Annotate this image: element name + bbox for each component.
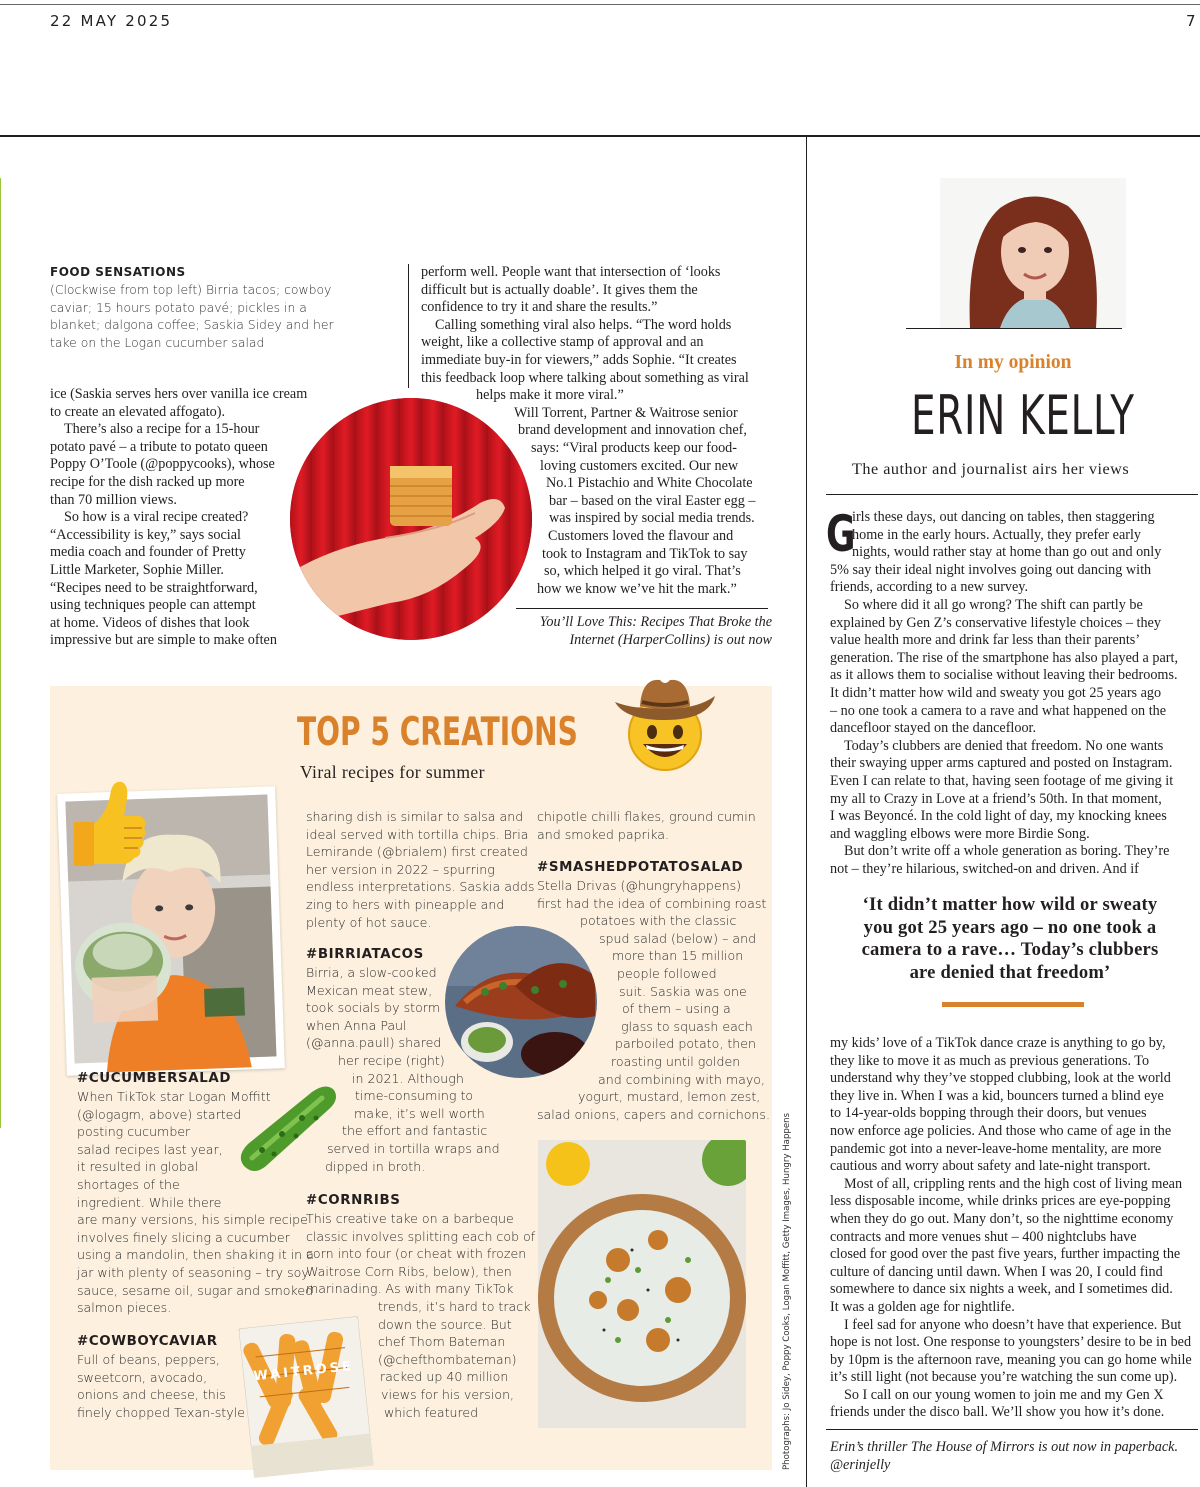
- drop-cap: G: [826, 505, 856, 563]
- corn-ribs-text: This creative take on a barbeque classic involves splitting each cob of corn into four (or cheat with frozen Waitrose Corn Ribs, below), then marinading. As with many TikTok trends, it’s hard to track down the source. But chef Thom Bateman (@chefthombateman) racked up 40 million views for his version, which featured: [306, 1211, 536, 1420]
- pull-quote: ‘It didn’t matter how wild or sweaty you got 25 years ago – no one took a camera to a rave… Today’s clubbers are denied that freedom’: [861, 894, 1159, 983]
- smashed-potato-salad-text: Stella Drivas (@hungryhappens) first had the idea of combining roast potatoes with the classic spud salad (below) – and more than 15 million people followed suit. Saskia was one of them – using a glass to squash each parboiled potato, then roasting until golden and combining with mayo, yogurt, mustard, lemon zest, salad onions, capers and cornichons.: [537, 878, 770, 1122]
- page-number: 7: [1186, 12, 1196, 30]
- smashed-potato-salad-photo: [538, 1140, 746, 1428]
- erin-kelly-photo: [940, 178, 1126, 328]
- photo-caption: [50, 264, 350, 351]
- opinion-body-2: my kids’ love of a TikTok dance craze is anything to go by, they like to move it as much as previous generations. To understand why they’ve stopped clubbing, look at the world they live in. When I was a kid, bouncers turned a blind eye to 14-year-olds bopping through their doors, but venues now enforce age policies. And those who came of age in the pandemic got into a never-leave-home mentality, are more cautious and worry about safety and late-night transport. Most of all, crippling rents and the high cost of living mean less disposable income, while drinks prices are eye-popping when they do go out. Many don’t, so the nighttime economy contracts and more venues shut – 400 nightclubs have closed for good over the past five years, further impacting the culture of dancing until dawn. When I was 20, I could find somewhere to dance six nights a week, and I sometimes did. It was a golden age for nightlife. I feel sad for anyone who doesn’t have that experience. But hope is not lost. One response to youngsters’ desire to be in bed by 10pm is the afternoon rave, meaning you can go home while it’s still light (not because you’re watching the sun come up). So I call on our young women to join me and my Gen X friends under the disco ball. We’ll show you how it’s done.: [830, 1035, 1192, 1421]
- header-rule: [0, 135, 1200, 137]
- birria-tacos-text: Birria, a slow-cooked Mexican meat stew, took socials by storm when Anna Paul (@anna.paull) shared her recipe (right) in 2021. Although time-consuming to make, it’s well worth the effort and fantastic served in tortilla wraps and dipped in broth.: [306, 965, 500, 1174]
- credit-rule: [516, 608, 768, 609]
- pack-brand-label: WAITROSE: [252, 1358, 355, 1385]
- pull-quote-rule: [942, 1002, 1084, 1007]
- top-rule: [0, 4, 1200, 5]
- smashed-potato-salad-tag: #SMASHEDPOTATOSALAD: [537, 860, 744, 875]
- opinion-name: ERIN KELLY: [911, 384, 1135, 447]
- cowboy-caviar-continued: sharing dish is similar to salsa and ideal served with tortilla chips. Bria Lemirande (@brialem) first created her version in 2022 – spurring endless interpretations. Saskia adds zing to hers with pineapple and plenty of hot sauce.: [306, 809, 535, 930]
- column-bracket: [408, 264, 409, 388]
- smashed-potato-salad-section: [537, 859, 772, 1123]
- photo-credit: Photographs: Jo Sidey, Poppy Cooks, Logan Moffitt, Getty Images, Hungry Happens: [782, 1112, 792, 1470]
- book-credit: You’ll Love This: Recipes That Broke the Internet (HarperCollins) is out now: [539, 614, 772, 648]
- opinion-standfirst: The author and journalist airs her views: [852, 460, 1130, 478]
- left-margin-mark: [0, 178, 1, 1128]
- cowboy-emoji-icon: [610, 666, 720, 776]
- opinion-body-1: irls these days, out dancing on tables, then staggering home in the early hours. Actually, they prefer early nights, would rather stay at home than go out and only 5% say their ideal night involves going out dancing with friends, according to a new survey. So where did it all go wrong? The shift can partly be explained by Gen Z’s conservative lifestyle choices – they value health more and drink far less than their parents’ generation. The rise of the smartphone has also played a part, as it allows them to socialise without leaving their bedrooms. It didn’t matter how wild and sweaty you got 25 years ago – no one took a camera to a rave and what happened on the dancefloor stayed on the dancefloor. Today’s clubbers are denied that freedom. No one wants their swaying upper arms captured and posted on Instagram. Even I can relate to that, having seen footage of me giving it my all to Crazy in Love at a friend’s 50th. In that moment, I was Beyoncé. In the cold light of day, my knocking knees and waggling elbows were more Birdie Song. But don’t write off a whole generation as boring. They’re not – they’re hilarious, switched-on and driven. And if: [830, 509, 1179, 877]
- standfirst-rule: [826, 494, 1198, 495]
- opinion-kicker: In my opinion: [954, 352, 1072, 373]
- feature-column-2: perform well. People want that intersection of ‘looks difficult but is actually doable’. It gives them the confidence to try it and share the results.” Calling something viral also helps. “The word holds weight, like a collective stamp of approval and an immediate buy-in for viewers,” adds Sophie. “It creates this feedback loop where talking about something as viral helps make it more viral.” Will Torrent, Partner & Waitrose senior brand development and innovation chef, says: “Viral products keep our food- loving customers excited. Our new No.1 Pistachio and White Chocolate bar – based on the viral Easter egg – was inspired by social media trends. Customers loved the flavour and took to Instagram and TikTok to say so, which helped it go viral. That’s how we know we’ve hit the mark.”: [421, 264, 756, 597]
- thumbs-up-emoji-icon: [64, 774, 148, 870]
- top5-subtitle: Viral recipes for summer: [300, 762, 485, 782]
- footer-rule: [826, 1429, 1198, 1430]
- corn-ribs-section: [306, 1192, 536, 1421]
- potato-pave-photo: [290, 398, 532, 640]
- corn-ribs-continued: chipotle chilli flakes, ground cumin and smoked paprika.: [537, 809, 756, 842]
- page-date: 22 MAY 2025: [50, 12, 173, 30]
- cucumber-salad-tag: #CUCUMBERSALAD: [77, 1071, 232, 1086]
- opinion-footer: Erin’s thriller The House of Mirrors is out now in paperback. @erinjelly: [830, 1439, 1178, 1473]
- cowboy-caviar-text: Full of beans, peppers, sweetcorn, avocado, onions and cheese, this finely chopped Texan-style: [77, 1352, 245, 1420]
- top5-title: TOP 5 CREATIONS: [297, 710, 578, 755]
- caption-title: FOOD SENSATIONS: [50, 265, 186, 279]
- feature-column-1: ice (Saskia serves hers over vanilla ice cream to create an elevated affogato). There’s also a recipe for a 15-hour potato pavé – a tribute to potato queen Poppy O’Toole (@poppycooks), whose recipe for the dish racked up more than 70 million views. So how is a viral recipe created? “Accessibility is key,” says social media coach and founder of Pretty Little Marketer, Sophie Miller. “Recipes need to be straightforward, using techniques people can attempt at home. Videos of dishes that look impressive but are simple to make often: [50, 386, 308, 649]
- column-divider: [806, 136, 807, 1487]
- cowboy-caviar-tag: #COWBOYCAVIAR: [77, 1334, 218, 1349]
- photo-base-rule: [906, 328, 1122, 329]
- caption-text: (Clockwise from top left) Birria tacos; cowboy caviar; 15 hours potato pavé; pickles in a blanket; dalgona coffee; Saskia Sidey and her take on the Logan cucumber salad: [50, 282, 334, 350]
- cucumber-salad-text: When TikTok star Logan Moffitt (@logagm, above) started posting cucumber salad recipes last year, it resulted in global shortages of the ingredient. While there are many versions, his simple recipe involves finely slicing a cucumber using a mandolin, then shaking it in a jar with plenty of seasoning – try soy sauce, sesame oil, sugar and smoked salmon pieces.: [77, 1089, 314, 1316]
- birria-tacos-tag: #BIRRIATACOS: [306, 947, 424, 962]
- cucumber-salad-section: [77, 1070, 317, 1317]
- corn-ribs-tag: #CORNRIBS: [306, 1193, 401, 1208]
